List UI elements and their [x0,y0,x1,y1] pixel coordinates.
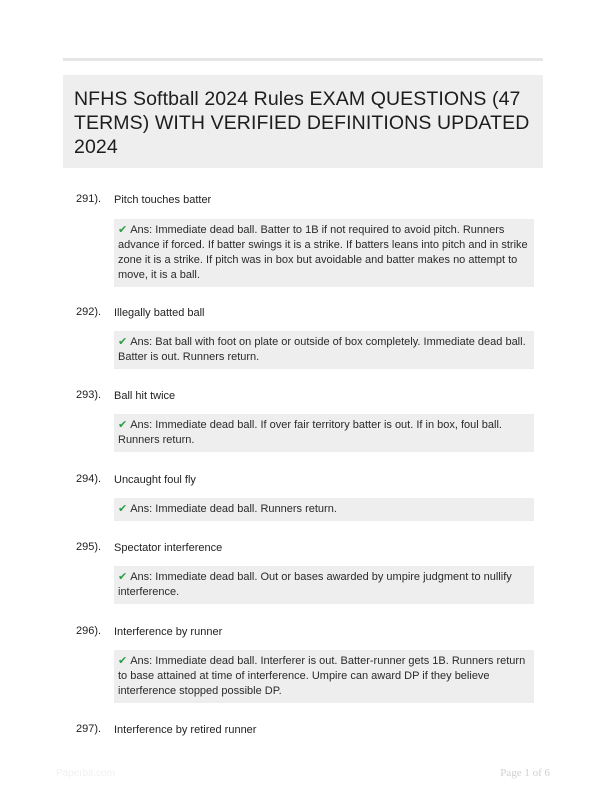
answer-box [114,566,534,604]
answer-text: Ans: Immediate dead ball. Batter to 1B if not required to avoid pitch. Runners advance if forced. If batter swings it is a strike. If batters leans into pitch and in strike zone it is a strike. If pitch was in box but avoidable and batter makes no attempt to move, it is a ball. [118,224,528,281]
check-icon: ✔ [118,336,128,348]
answer-box [114,331,534,369]
question-number: 292). [76,306,102,318]
check-icon: ✔ [118,224,128,236]
question-number: 297). [76,723,102,735]
question-term: Pitch touches batter [114,194,212,206]
answer-box [114,498,534,521]
question-number: 295). [76,541,102,553]
answer-text: Ans: Immediate dead ball. Out or bases awarded by umpire judgment to nullify interference. [118,571,512,598]
question-term: Interference by runner [114,626,223,638]
check-icon: ✔ [118,419,128,431]
check-icon: ✔ [118,571,128,583]
question-term: Interference by retired runner [114,724,257,736]
question-item [0,389,606,446]
question-number: 293). [76,389,102,401]
question-term: Spectator interference [114,542,223,554]
answer-box [114,219,534,287]
question-number: 291). [76,193,102,205]
top-divider [63,58,543,61]
answer-text: Ans: Immediate dead ball. If over fair territory batter is out. If in box, foul ball. Runners return. [118,419,502,446]
question-number: 294). [76,473,102,485]
check-icon: ✔ [118,503,128,515]
question-item [0,541,606,598]
answer-box [114,650,534,703]
question-item [0,193,606,281]
answer-text: Ans: Immediate dead ball. Runners return. [130,503,337,515]
question-item [0,306,606,363]
answer-text: Ans: Bat ball with foot on plate or outside of box completely. Immediate dead ball. Batter is out. Runners return. [118,336,526,363]
question-item [0,625,606,697]
answer-text: Ans: Immediate dead ball. Interferer is out. Batter-runner gets 1B. Runners return to base attained at time of interference. Umpire can award DP if they believe interference stopped possible DP. [118,655,526,697]
question-term: Ball hit twice [114,390,176,402]
page-number: Page 1 of 6 [500,767,550,779]
question-term: Uncaught foul fly [114,474,196,486]
document-title: NFHS Softball 2024 Rules EXAM QUESTIONS (47 TERMS) WITH VERIFIED DEFINITIONS UPDATED 2024 [74,88,530,158]
answer-box [114,414,534,452]
check-icon: ✔ [118,655,128,667]
question-item [0,723,606,739]
footer-watermark: Paperbit.com [56,768,115,779]
title-banner [63,75,543,168]
question-term: Illegally batted ball [114,307,205,319]
question-number: 296). [76,625,102,637]
question-item [0,473,606,515]
